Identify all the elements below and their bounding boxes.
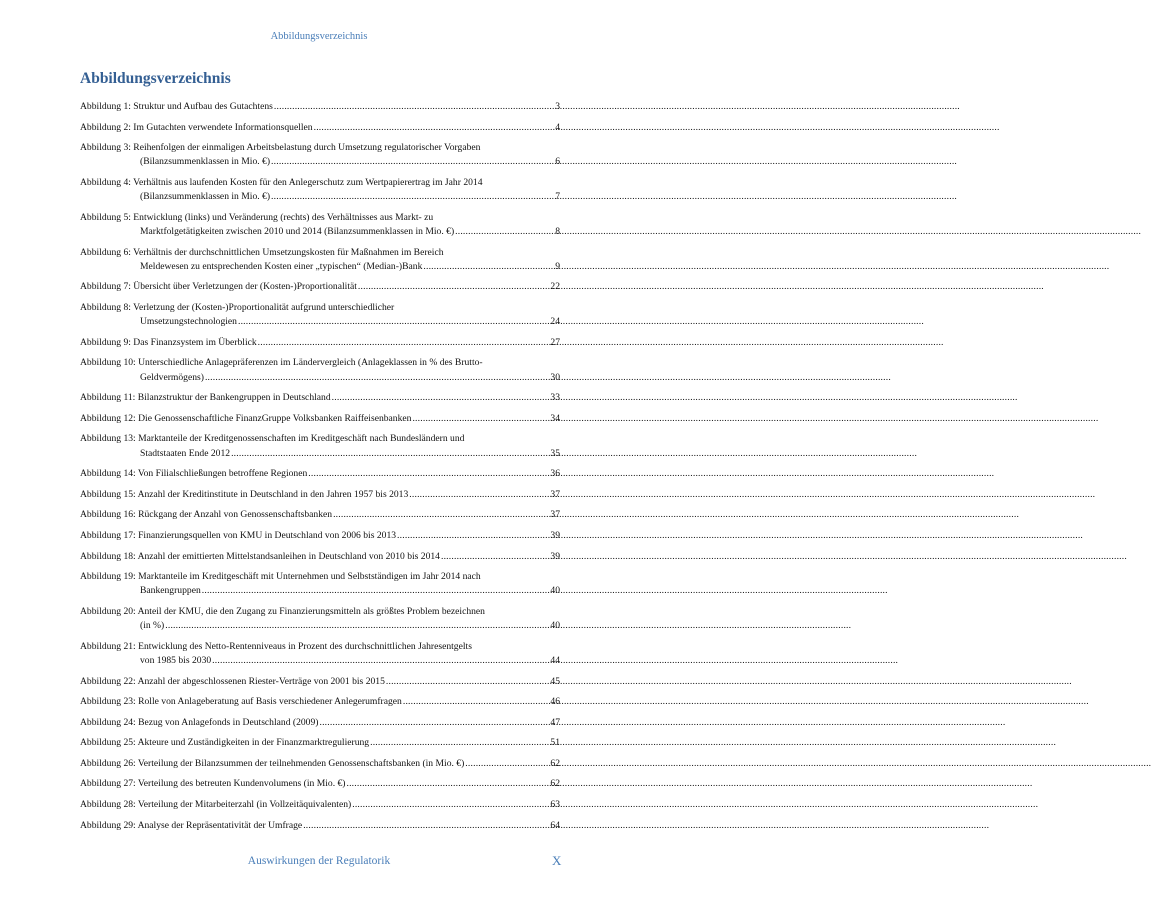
toc-entry-line	[80, 336, 560, 350]
toc-page-number: 34	[550, 412, 560, 424]
dot-leader	[346, 777, 549, 791]
toc-entry-text: Meldewesen zu entsprechenden Kosten einer „typischen“ (Median-)Bank	[140, 260, 423, 272]
toc-entry-text: (Bilanzsummenklassen in Mio. €)	[140, 191, 271, 203]
toc-entry-text: Abbildung 8: Verletzung der (Kosten-)Proportionalität aufgrund unterschiedlicher	[80, 301, 395, 313]
toc-entry-line	[80, 508, 560, 522]
toc-entry[interactable]	[80, 819, 560, 833]
toc-page-number: 35	[550, 447, 560, 459]
toc-entry-text: Abbildung 7: Übersicht über Verletzungen der (Kosten-)Proportionalität	[80, 281, 357, 293]
toc-entry-line	[80, 819, 560, 833]
toc-entry[interactable]	[80, 356, 560, 384]
toc-page-number: 22	[550, 281, 560, 293]
figure-list	[80, 100, 560, 839]
toc-entry[interactable]	[80, 508, 560, 522]
toc-entry-line	[80, 488, 560, 502]
toc-entry-line	[80, 447, 560, 461]
toc-entry-text: Abbildung 21: Entwicklung des Netto-Rentenniveaus in Prozent des durchschnittlichen Jahresentgelts	[80, 640, 472, 652]
dot-leader	[352, 798, 549, 812]
toc-entry-line	[80, 777, 560, 791]
toc-entry-line	[80, 570, 560, 584]
toc-page-number: 7	[555, 191, 560, 203]
toc-entry-text: Abbildung 10: Unterschiedliche Anlagepräferenzen im Ländervergleich (Anlageklassen in % des Brutto-	[80, 357, 483, 369]
toc-entry[interactable]	[80, 246, 560, 274]
dot-leader	[205, 371, 549, 385]
toc-entry[interactable]	[80, 798, 560, 812]
toc-entry-line	[80, 695, 560, 709]
toc-entry-line	[80, 432, 560, 446]
toc-entry[interactable]	[80, 570, 560, 598]
toc-entry-line	[80, 529, 560, 543]
toc-page-number: 47	[550, 716, 560, 728]
toc-entry[interactable]	[80, 121, 560, 135]
toc-entry[interactable]	[80, 432, 560, 460]
toc-entry[interactable]	[80, 467, 560, 481]
toc-entry-line	[80, 356, 560, 370]
toc-page-number: 30	[550, 371, 560, 383]
toc-entry-text: Abbildung 5: Entwicklung (links) und Veränderung (rechts) des Verhältnisses aus Markt- zu	[80, 211, 434, 223]
toc-entry-text: Abbildung 13: Marktanteile der Kreditgenossenschaften im Kreditgeschäft nach Bundesländern und	[80, 433, 465, 445]
dot-leader	[333, 508, 549, 522]
toc-entry-text: Abbildung 28: Verteilung der Mitarbeiterzahl (in Vollzeitäquivalenten)	[80, 799, 352, 811]
toc-entry-line	[80, 176, 560, 190]
toc-page-number: 45	[550, 675, 560, 687]
toc-entry-text: Abbildung 14: Von Filialschließungen betroffene Regionen	[80, 468, 308, 480]
toc-entry-line	[80, 798, 560, 812]
toc-entry-text: Abbildung 19: Marktanteile im Kreditgeschäft mit Unternehmen und Selbstständigen im Jahr 2014 nach	[80, 571, 481, 583]
toc-entry-line	[80, 280, 560, 294]
toc-page-number: 63	[550, 799, 560, 811]
toc-entry-line	[80, 100, 560, 114]
toc-entry[interactable]	[80, 605, 560, 633]
toc-page-number: 51	[550, 737, 560, 749]
toc-entry-text: Abbildung 15: Anzahl der Kreditinstitute in Deutschland in den Jahren 1957 bis 2013	[80, 488, 409, 500]
toc-entry-text: Abbildung 2: Im Gutachten verwendete Informationsquellen	[80, 121, 313, 133]
dot-leader	[212, 654, 549, 668]
dot-leader	[165, 619, 549, 633]
toc-page-number: 37	[550, 509, 560, 521]
toc-entry[interactable]	[80, 716, 560, 730]
toc-entry[interactable]	[80, 529, 560, 543]
toc-entry[interactable]	[80, 211, 560, 239]
toc-entry-line	[80, 391, 560, 405]
toc-entry-text: Umsetzungstechnologien	[140, 316, 237, 328]
dot-leader	[455, 225, 554, 239]
toc-entry-text: Stadtstaaten Ende 2012	[140, 447, 231, 459]
dot-leader	[370, 736, 549, 750]
toc-entry-text: Abbildung 26: Verteilung der Bilanzsummen der teilnehmenden Genossenschaftsbanken (in Mio. €)	[80, 757, 465, 769]
toc-entry-text: Abbildung 22: Anzahl der abgeschlossenen Riester-Verträge von 2001 bis 2015	[80, 675, 385, 687]
dot-leader	[319, 716, 549, 730]
dot-leader	[271, 190, 554, 204]
toc-page-number: 62	[550, 778, 560, 790]
page-title: Abbildungsverzeichnis	[80, 70, 231, 87]
toc-entry-line	[80, 467, 560, 481]
toc-entry-text: Abbildung 6: Verhältnis der durchschnittlichen Umsetzungskosten für Maßnahmen im Bereich	[80, 246, 444, 258]
toc-page-number: 44	[550, 654, 560, 666]
toc-entry[interactable]	[80, 176, 560, 204]
toc-entry-line	[80, 301, 560, 315]
toc-entry[interactable]	[80, 488, 560, 502]
toc-page-number: 40	[550, 620, 560, 632]
toc-entry-text: (in %)	[140, 620, 165, 632]
toc-entry-line	[80, 584, 560, 598]
toc-entry-line	[80, 736, 560, 750]
toc-page-number: 64	[550, 819, 560, 831]
toc-page-number: 37	[550, 488, 560, 500]
toc-entry-line	[80, 716, 560, 730]
toc-entry[interactable]	[80, 141, 560, 169]
dot-leader	[231, 447, 549, 461]
toc-entry[interactable]	[80, 336, 560, 350]
toc-entry[interactable]	[80, 695, 560, 709]
toc-page-number: 39	[550, 550, 560, 562]
toc-entry-line	[80, 190, 560, 204]
toc-entry[interactable]	[80, 100, 560, 114]
toc-page-number: 62	[550, 757, 560, 769]
toc-entry-text: Abbildung 18: Anzahl der emittierten Mittelstandsanleihen in Deutschland von 2010 bis 2014	[80, 550, 440, 562]
toc-entry-line	[80, 654, 560, 668]
toc-entry-text: Marktfolgetätigkeiten zwischen 2010 und 2014 (Bilanzsummenklassen in Mio. €)	[140, 225, 455, 237]
dot-leader	[412, 412, 549, 426]
toc-page-number: 36	[550, 468, 560, 480]
toc-entry-text: Geldvermögens)	[140, 371, 204, 383]
dot-leader	[403, 695, 550, 709]
toc-entry-text: Abbildung 25: Akteure und Zuständigkeiten in der Finanzmarktregulierung	[80, 737, 370, 749]
toc-entry-line	[80, 246, 560, 260]
toc-entry[interactable]	[80, 736, 560, 750]
toc-entry[interactable]	[80, 757, 560, 771]
dot-leader	[465, 757, 549, 771]
footer-page-number: X	[552, 853, 562, 868]
toc-entry-text: Abbildung 11: Bilanzstruktur der Bankengruppen in Deutschland	[80, 392, 331, 404]
toc-entry[interactable]	[80, 301, 560, 329]
toc-entry-text: Abbildung 29: Analyse der Repräsentativität der Umfrage	[80, 819, 303, 831]
dot-leader	[258, 336, 550, 350]
dot-leader	[409, 488, 549, 502]
toc-entry-line	[80, 550, 560, 564]
dot-leader	[423, 260, 554, 274]
toc-entry-text: Abbildung 1: Struktur und Aufbau des Gutachtens	[80, 101, 273, 112]
toc-entry-line	[80, 121, 560, 135]
toc-entry[interactable]	[80, 675, 560, 689]
toc-entry[interactable]	[80, 412, 560, 426]
toc-entry-line	[80, 315, 560, 329]
dot-leader	[332, 391, 550, 405]
toc-entry[interactable]	[80, 550, 560, 564]
toc-page-number: 9	[555, 260, 560, 272]
dot-leader	[314, 121, 555, 135]
dot-leader	[271, 155, 554, 169]
toc-entry-line	[80, 412, 560, 426]
toc-entry[interactable]	[80, 391, 560, 405]
toc-entry-text: Abbildung 9: Das Finanzsystem im Überblick	[80, 336, 257, 348]
toc-entry-text: Abbildung 16: Rückgang der Anzahl von Genossenschaftsbanken	[80, 509, 333, 521]
toc-page-number: 33	[550, 392, 560, 404]
toc-entry-line	[80, 225, 560, 239]
dot-leader	[397, 529, 549, 543]
toc-page-number: 39	[550, 529, 560, 541]
toc-entry-line	[80, 155, 560, 169]
toc-entry-line	[80, 141, 560, 155]
toc-entry[interactable]	[80, 640, 560, 668]
toc-page-number: 27	[550, 336, 560, 348]
toc-entry-text: Abbildung 3: Reihenfolgen der einmaligen Arbeitsbelastung durch Umsetzung regulatorischer Vorgaben	[80, 142, 481, 154]
toc-entry-text: Abbildung 17: Finanzierungsquellen von KMU in Deutschland von 2006 bis 2013	[80, 529, 397, 541]
toc-page-number: 24	[550, 316, 560, 328]
dot-leader	[202, 584, 550, 598]
toc-entry-text: Abbildung 4: Verhältnis aus laufenden Kosten für den Anlegerschutz zum Wertpapierertrag im Jahr 2014	[80, 176, 483, 188]
toc-page-number: 4	[555, 121, 560, 133]
toc-page-number: 46	[550, 696, 560, 708]
toc-entry-line	[80, 619, 560, 633]
toc-entry[interactable]	[80, 280, 560, 294]
toc-entry-text: Abbildung 20: Anteil der KMU, die den Zugang zu Finanzierungsmitteln als größtes Problem bezeichnen	[80, 605, 485, 617]
toc-entry-text: Abbildung 12: Die Genossenschaftliche FinanzGruppe Volksbanken Raiffeisenbanken	[80, 412, 412, 424]
dot-leader	[303, 819, 549, 833]
toc-entry-line	[80, 757, 560, 771]
toc-page-number: 6	[555, 156, 560, 168]
running-header: Abbildungsverzeichnis	[270, 31, 368, 42]
dot-leader	[238, 315, 549, 329]
toc-entry-line	[80, 260, 560, 274]
toc-entry-text: Abbildung 27: Verteilung des betreuten Kundenvolumens (in Mio. €)	[80, 778, 346, 790]
toc-entry[interactable]	[80, 777, 560, 791]
toc-entry-line	[80, 605, 560, 619]
toc-entry-text: (Bilanzsummenklassen in Mio. €)	[140, 156, 271, 168]
dot-leader	[274, 100, 554, 114]
toc-entry-line	[80, 371, 560, 385]
toc-page-number: 40	[550, 585, 560, 597]
toc-entry-line	[80, 675, 560, 689]
toc-page-number: 8	[555, 225, 560, 237]
dot-leader	[358, 280, 549, 294]
toc-entry-line	[80, 211, 560, 225]
toc-entry-text: Abbildung 23: Rolle von Anlageberatung auf Basis verschiedener Anlegerumfragen	[80, 696, 402, 708]
toc-entry-text: Bankengruppen	[140, 585, 201, 597]
toc-entry-text: Abbildung 24: Bezug von Anlagefonds in Deutschland (2009)	[80, 716, 319, 728]
toc-page-number: 3	[555, 101, 560, 112]
dot-leader	[441, 550, 549, 564]
dot-leader	[386, 675, 550, 689]
toc-entry-line	[80, 640, 560, 654]
footer-title: Auswirkungen der Regulatorik	[247, 855, 391, 867]
dot-leader	[308, 467, 549, 481]
toc-entry-text: von 1985 bis 2030	[140, 654, 212, 666]
